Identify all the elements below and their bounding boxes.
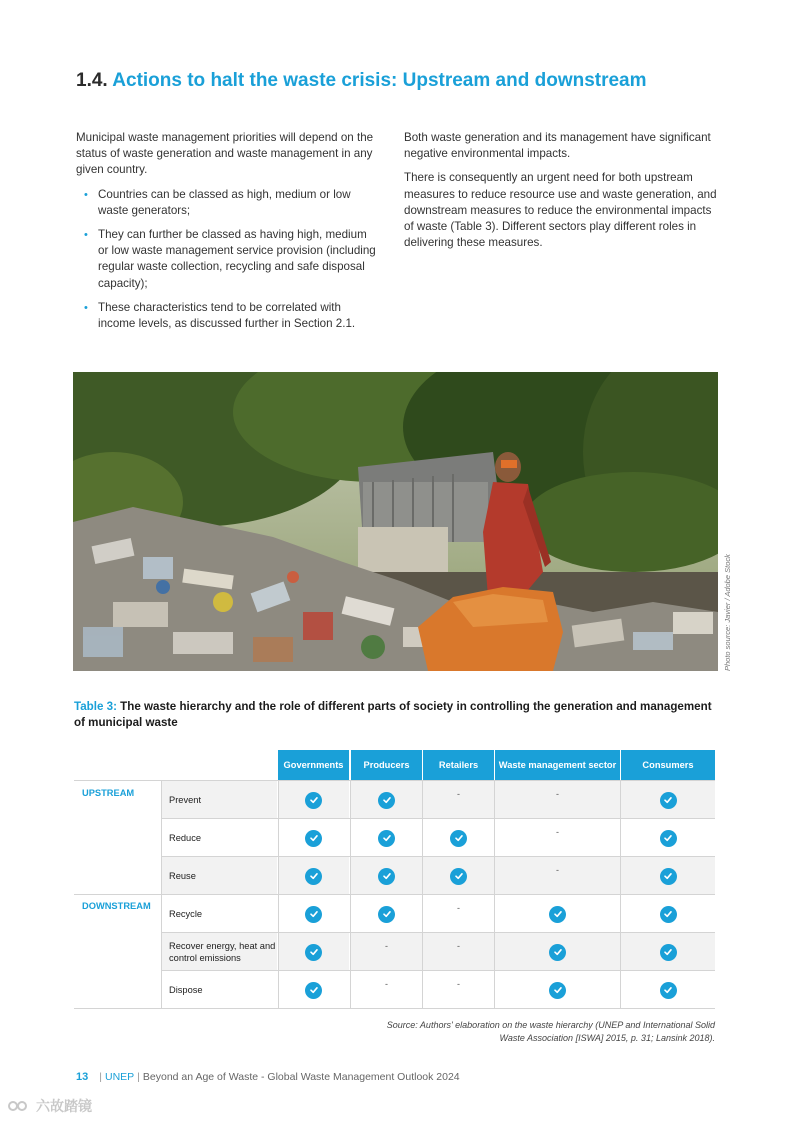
section-number: 1.4.	[76, 70, 108, 91]
grid-line	[161, 932, 715, 933]
grid-line	[161, 818, 715, 819]
table-cell	[495, 819, 620, 857]
bullet-list	[76, 187, 376, 333]
check-icon	[660, 830, 677, 847]
check-icon	[305, 944, 322, 961]
table-caption	[74, 699, 714, 730]
check-icon	[660, 792, 677, 809]
grid-line	[422, 781, 423, 1009]
check-icon	[660, 944, 677, 961]
column-header-waste-management-sector: Waste management sector	[495, 750, 620, 780]
dash-mark: -	[457, 979, 460, 989]
table-cell	[351, 971, 422, 1009]
bullet-item: • They can further be classed as having high, medium or low waste management service provision (including regular waste collection, recycling and safe disposal capacity);	[84, 228, 376, 290]
dash-mark: -	[556, 827, 559, 837]
table-cell	[621, 857, 715, 895]
dash-mark: -	[556, 865, 559, 875]
table-row	[161, 971, 715, 1009]
check-icon	[378, 792, 395, 809]
right-paragraph-2: There is consequently an urgent need for both upstream measures to reduce resource use and waste generation, and downstream measures to reduce the environmental impacts of waste (Table 3). Different sectors play different roles in delivering these measures.	[404, 171, 717, 250]
table-cell	[423, 819, 494, 857]
table-cell	[621, 971, 715, 1009]
grid-line	[350, 781, 351, 1009]
watermark-text: 六故踏镜	[36, 1098, 92, 1114]
row-label-reduce: Reduce	[169, 833, 202, 843]
bullet-dot-icon: •	[84, 188, 88, 201]
photo-credit: Photo source: Javier / Adobe Stock	[723, 554, 732, 671]
table-cell	[423, 971, 494, 1009]
watermark	[8, 1096, 92, 1116]
grid-line	[278, 781, 279, 1009]
table-row	[161, 895, 715, 933]
row-label-recycle: Recycle	[169, 909, 203, 919]
table-cell	[278, 895, 349, 933]
table-cell	[278, 933, 349, 971]
bullet-item: • These characteristics tend to be correlated with income levels, as discussed further in Section 2.1.	[84, 300, 356, 331]
table-cell	[621, 781, 715, 819]
section-heading	[76, 70, 736, 92]
table-cell	[621, 933, 715, 971]
table-cell	[278, 971, 349, 1009]
table-cell	[423, 895, 494, 933]
dash-mark: -	[457, 941, 460, 951]
check-icon	[305, 830, 322, 847]
table-cell	[278, 819, 349, 857]
page-number: 13	[76, 1071, 89, 1083]
footer-separator: |	[137, 1071, 140, 1083]
section-title: Actions to halt the waste crisis: Upstream and downstream	[112, 70, 647, 91]
table-cell	[495, 781, 620, 819]
table-row	[161, 819, 715, 857]
row-label-dispose: Dispose	[169, 985, 203, 995]
photo-illustration	[73, 372, 718, 671]
footer-separator: |	[99, 1071, 102, 1083]
table-cell	[495, 971, 620, 1009]
check-icon	[549, 944, 566, 961]
check-icon	[549, 982, 566, 999]
table-cell	[423, 857, 494, 895]
grid-line	[74, 780, 715, 781]
footer-title: Beyond an Age of Waste - Global Waste Management Outlook 2024	[142, 1071, 460, 1083]
row-label-reuse: Reuse	[161, 857, 277, 895]
dash-mark: -	[385, 979, 388, 989]
table-cell	[351, 857, 422, 895]
left-column	[76, 130, 376, 340]
row-label-recover-energy-heat-and-control-emissions: Recover energy, heat and control emissions	[161, 933, 277, 971]
waste-hierarchy-table	[74, 750, 715, 1008]
dash-mark: -	[457, 903, 460, 913]
table-cell	[423, 781, 494, 819]
right-column	[404, 130, 722, 259]
check-icon	[305, 792, 322, 809]
column-header-consumers: Consumers	[621, 750, 715, 780]
grid-line	[494, 781, 495, 1009]
dash-mark: -	[556, 789, 559, 799]
check-icon	[660, 868, 677, 885]
table-cell	[495, 857, 620, 895]
table-cell	[351, 933, 422, 971]
table-cell	[495, 933, 620, 971]
table-cell	[351, 895, 422, 933]
group-label-downstream: DOWNSTREAM	[82, 901, 151, 911]
bullet-item: • Countries can be classed as high, medium or low waste generators;	[84, 187, 351, 217]
table-cell	[495, 895, 620, 933]
check-icon	[305, 868, 322, 885]
check-icon	[378, 830, 395, 847]
check-icon	[549, 906, 566, 923]
check-icon	[660, 982, 677, 999]
table-cell	[423, 933, 494, 971]
table-caption-text: The waste hierarchy and the role of different parts of society in controlling the generation and management of municipal waste	[74, 700, 712, 729]
grid-line	[161, 970, 715, 971]
group-label-upstream: UPSTREAM	[82, 788, 135, 798]
table-cell	[278, 781, 349, 819]
table-source: Source: Authors' elaboration on the waste hierarchy (UNEP and International Solid Waste Association [ISWA] 2015, p. 31; Lansink 2018).	[386, 1020, 715, 1043]
page-footer	[76, 1071, 460, 1083]
bullet-dot-icon: •	[84, 301, 88, 314]
check-icon	[378, 906, 395, 923]
table-cell	[621, 819, 715, 857]
check-icon	[660, 906, 677, 923]
grid-line	[620, 781, 621, 1009]
grid-line	[74, 894, 715, 895]
check-icon	[378, 868, 395, 885]
table-cell	[278, 857, 349, 895]
table-row	[161, 933, 715, 971]
check-icon	[450, 830, 467, 847]
waste-dump-photo	[73, 372, 718, 671]
check-icon	[450, 868, 467, 885]
table-cell	[351, 819, 422, 857]
column-header-retailers: Retailers	[423, 750, 494, 780]
row-label-prevent: Prevent	[161, 781, 277, 819]
column-header-producers: Producers	[351, 750, 422, 780]
dash-mark: -	[385, 941, 388, 951]
left-intro: Municipal waste management priorities will depend on the status of waste generation and waste management in any given country.	[76, 131, 374, 177]
dash-mark: -	[457, 789, 460, 799]
table-caption-label: Table 3:	[74, 700, 117, 713]
grid-line	[161, 781, 162, 1009]
table-row	[161, 857, 715, 895]
footer-org: UNEP	[104, 1071, 135, 1083]
check-icon	[305, 982, 322, 999]
column-header-governments: Governments	[278, 750, 349, 780]
watermark-logo-icon	[8, 1099, 30, 1113]
check-icon	[305, 906, 322, 923]
right-paragraph-1: Both waste generation and its management have significant negative environmental impacts.	[404, 131, 711, 161]
table-cell	[621, 895, 715, 933]
grid-line	[161, 856, 715, 857]
table-cell	[351, 781, 422, 819]
bullet-dot-icon: •	[84, 229, 88, 242]
grid-line	[74, 1008, 715, 1009]
table-row	[161, 781, 715, 819]
